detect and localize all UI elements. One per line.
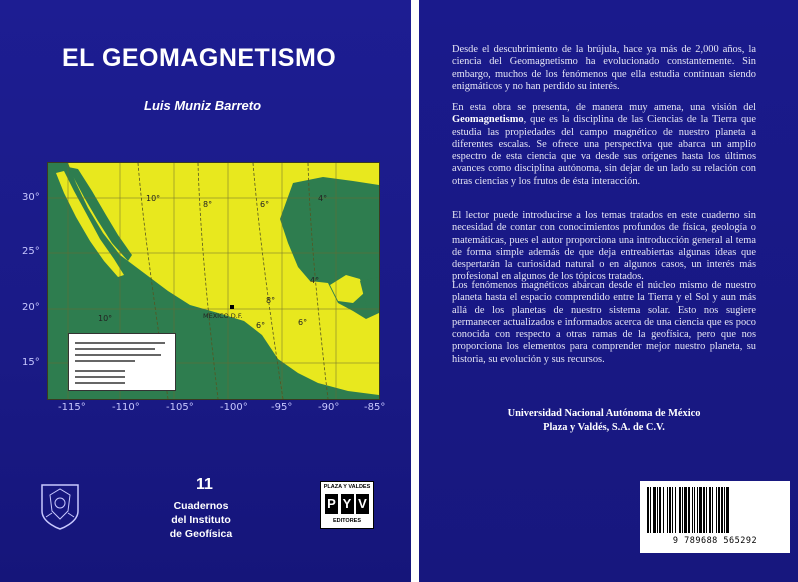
decl-label: 6°	[256, 321, 266, 330]
barcode-bar	[675, 487, 676, 533]
lat-label-30: 30°	[22, 192, 40, 203]
barcode-bar	[653, 487, 656, 533]
decl-label: 4°	[318, 194, 328, 203]
lat-label-25: 25°	[22, 246, 40, 257]
lon-label: -105°	[166, 402, 194, 413]
lat-label-15: 15°	[22, 357, 40, 368]
back-paragraph-2-rest: , que es la disciplina de las Ciencias de la Tierra que estudia las propiedades del campo magnético de nuestro planeta a diferentes escalas. Se ofrece una perspectiva que abarca un amplio espectro de esta ciencia que va desde sus orígenes hasta los últimos avances como disciplina autónoma, sin dejar de un lado su relación con otras ciencias y los frutos de ésta interacción.	[452, 114, 756, 187]
barcode-bar	[669, 487, 671, 533]
barcode-bar	[650, 487, 651, 533]
gulf-of-mexico	[280, 177, 379, 319]
barcode-bar	[721, 487, 723, 533]
publisher-logo-letter: Y	[341, 494, 354, 514]
barcode-bar	[706, 487, 707, 533]
decl-label: 10°	[146, 194, 161, 203]
publisher-line-1: Universidad Nacional Autónoma de México	[507, 408, 701, 419]
barcode-bar	[657, 487, 658, 533]
lon-label: -95°	[271, 402, 293, 413]
spine-gap	[411, 0, 419, 582]
back-paragraph-2-bold: Geomagnetismo	[452, 114, 524, 126]
lon-label: -85°	[364, 402, 386, 413]
lon-label: -115°	[58, 402, 86, 413]
back-paragraph-2-lead: En esta obra se presenta, de manera muy amena, una visión del	[452, 102, 756, 113]
series-line: del Instituto	[171, 514, 231, 526]
map-frame	[47, 162, 380, 400]
isbn-number: 9 789688 565292	[672, 536, 758, 546]
decl-label: 10°	[98, 314, 113, 323]
lon-label: -90°	[318, 402, 340, 413]
decl-label: 8°	[203, 200, 213, 209]
map-legend	[68, 333, 176, 391]
publisher-logo	[320, 481, 374, 529]
barcode-bar	[694, 487, 695, 533]
series-line: de Geofísica	[169, 528, 233, 540]
back-paragraph-1: Desde el descubrimiento de la brújula, hace ya más de 2,000 años, la ciencia del Geomagnetismo ha evolucionado constantemente. Sin embargo, muchos de los fenómenos que ella estudia continuan siendo enigmáticos y no han perdido su interés.	[452, 44, 756, 92]
back-paragraph-4: Los fenómenos magnéticos abarcan desde el núcleo mismo de nuestro planeta hasta el espacio comprendido entre la Tierra y el Sol y aun más allá de los planetas de nuestro sistema solar. Esto nos sugiere permanecer actualizados e informados acerca de una ciencia que es poco conocida con respecto a otras ramas de la geofísica, pero que nos proporciona los elementos para comprender mejor nuestro planeta, su historia, su evolución y sus recursos.	[452, 280, 756, 365]
barcode-bar	[726, 487, 729, 533]
back-paragraph-2	[452, 102, 756, 188]
barcode-bar	[716, 487, 717, 533]
place-label: MEXICO D.F.	[203, 312, 243, 320]
decl-label: 8°	[266, 296, 276, 305]
barcode-bars	[646, 487, 784, 533]
publisher-logo-top: PLAZA Y VALDES	[323, 484, 371, 490]
lon-label: -110°	[112, 402, 140, 413]
barcode-bar	[709, 487, 711, 533]
barcode-bar	[712, 487, 713, 533]
publisher-logo-bottom: EDITORES	[332, 518, 361, 524]
book-author: Luis Muniz Barreto	[144, 98, 262, 113]
barcode-bar	[692, 487, 693, 533]
barcode-bar	[724, 487, 725, 533]
barcode-bar	[663, 487, 664, 533]
barcode-bar	[679, 487, 681, 533]
series-number: 11	[196, 476, 213, 493]
decl-label: 6°	[298, 318, 308, 327]
barcode-bar	[699, 487, 702, 533]
back-paragraph-3: El lector puede introducirse a los temas tratados en este cuaderno sin necesidad de contar con conocimientos profundos de física, geología o matemáticas, pues el autor proporciona una introducción general al tema de forma simple además de que deja entreabiertas algunas ideas que despertarán la curiosidad natural o en algunos casos, un interés más profesional en algunos de los tópicos tratados.	[452, 210, 756, 283]
barcode-bar	[682, 487, 683, 533]
city-marker	[230, 305, 234, 309]
barcode-bar	[703, 487, 705, 533]
barcode-bar	[688, 487, 690, 533]
barcode-bar	[647, 487, 649, 533]
book-title: EL GEOMAGNETISMO	[62, 44, 337, 72]
barcode-bar	[684, 487, 687, 533]
barcode-bar	[659, 487, 661, 533]
lon-label: -100°	[220, 402, 248, 413]
decl-label: 4°	[310, 276, 320, 285]
publisher-logo-letter: V	[356, 494, 369, 514]
series-line: Cuadernos	[173, 500, 229, 512]
cover-map	[0, 160, 411, 420]
lat-label-20: 20°	[22, 302, 40, 313]
unam-crest-icon	[38, 481, 82, 531]
publisher-line-2: Plaza y Valdés, S.A. de C.V.	[543, 422, 665, 433]
barcode-bar	[718, 487, 720, 533]
decl-label: 6°	[260, 200, 270, 209]
publisher-logo-letter: P	[325, 494, 338, 514]
barcode-bar	[672, 487, 673, 533]
isbn-barcode	[640, 481, 790, 553]
barcode-bar	[667, 487, 668, 533]
barcode-bar	[697, 487, 698, 533]
